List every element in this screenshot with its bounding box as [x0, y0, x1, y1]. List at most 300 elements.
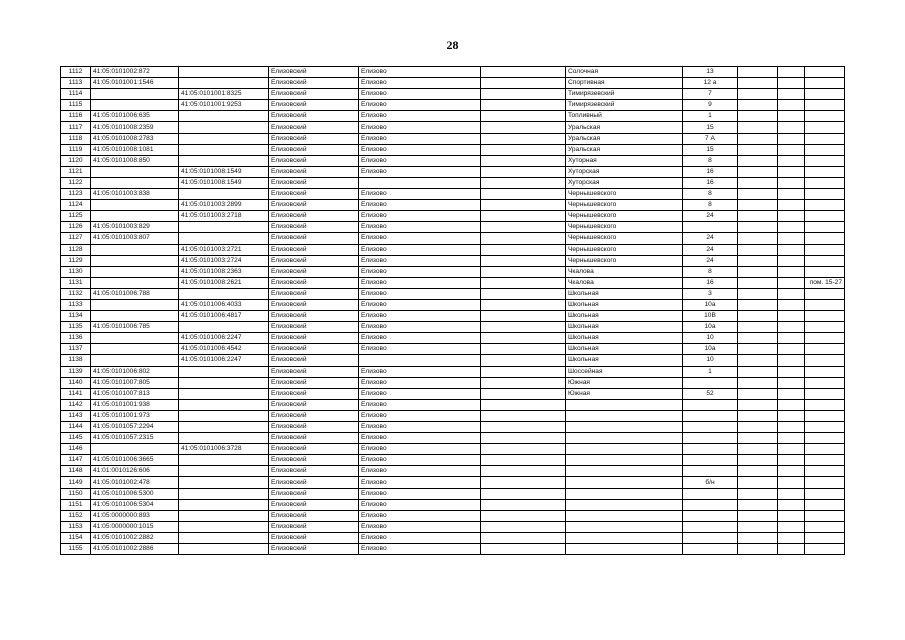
- empty-cell: [481, 200, 566, 211]
- street-cell: [566, 422, 683, 433]
- extra-cell: [738, 277, 778, 288]
- extra-cell: [738, 177, 778, 188]
- cadastral-number-building: [179, 78, 269, 89]
- extra-cell: [778, 510, 805, 521]
- table-row: [61, 311, 845, 322]
- district-cell: Елизовский: [269, 266, 359, 277]
- settlement-cell: Елизово: [359, 499, 481, 510]
- house-number-cell: 10: [683, 333, 738, 344]
- extra-cell: [738, 477, 778, 488]
- settlement-cell: Елизово: [359, 521, 481, 532]
- district-cell: Елизовский: [269, 521, 359, 532]
- district-cell: Елизовский: [269, 455, 359, 466]
- row-number: 1129: [61, 255, 91, 266]
- cadastral-number-building: 41:05:0101003:2718: [179, 211, 269, 222]
- extra-cell: [738, 510, 778, 521]
- note-cell: [805, 532, 845, 543]
- house-number-cell: [683, 410, 738, 421]
- extra-cell: [778, 277, 805, 288]
- settlement-cell: Елизово: [359, 510, 481, 521]
- empty-cell: [481, 100, 566, 111]
- table-row: [61, 532, 845, 543]
- cadastral-number-building: [179, 155, 269, 166]
- house-number-cell: 16: [683, 177, 738, 188]
- table-row: [61, 499, 845, 510]
- empty-cell: [481, 111, 566, 122]
- table-row: [61, 299, 845, 310]
- cadastral-number: [91, 299, 179, 310]
- cadastral-number: 41:05:0101008:2359: [91, 122, 179, 133]
- extra-cell: [738, 322, 778, 333]
- extra-cell: [778, 499, 805, 510]
- house-number-cell: 1: [683, 111, 738, 122]
- street-cell: Школьная: [566, 355, 683, 366]
- cadastral-number: 41:05:0101001:938: [91, 399, 179, 410]
- empty-cell: [481, 544, 566, 555]
- district-cell: Елизовский: [269, 344, 359, 355]
- empty-cell: [481, 355, 566, 366]
- extra-cell: [778, 466, 805, 477]
- house-number-cell: 52: [683, 388, 738, 399]
- extra-cell: [778, 155, 805, 166]
- settlement-cell: Елизово: [359, 155, 481, 166]
- settlement-cell: Елизово: [359, 133, 481, 144]
- row-number: 1121: [61, 166, 91, 177]
- registry-table-body: [61, 67, 845, 555]
- note-cell: [805, 322, 845, 333]
- cadastral-number-building: [179, 433, 269, 444]
- street-cell: Топливный: [566, 111, 683, 122]
- district-cell: Елизовский: [269, 189, 359, 200]
- district-cell: Елизовский: [269, 111, 359, 122]
- empty-cell: [481, 477, 566, 488]
- extra-cell: [738, 333, 778, 344]
- cadastral-number-building: [179, 388, 269, 399]
- settlement-cell: Елизово: [359, 388, 481, 399]
- district-cell: Елизовский: [269, 144, 359, 155]
- cadastral-number-building: 41:05:0101008:1549: [179, 166, 269, 177]
- settlement-cell: Елизово: [359, 200, 481, 211]
- district-cell: Елизовский: [269, 488, 359, 499]
- table-row: [61, 266, 845, 277]
- street-cell: Тимирязевский: [566, 89, 683, 100]
- table-row: [61, 399, 845, 410]
- street-cell: Уральская: [566, 144, 683, 155]
- extra-cell: [778, 189, 805, 200]
- empty-cell: [481, 189, 566, 200]
- table-row: [61, 377, 845, 388]
- street-cell: [566, 477, 683, 488]
- settlement-cell: Елизово: [359, 532, 481, 543]
- house-number-cell: [683, 488, 738, 499]
- settlement-cell: Елизово: [359, 211, 481, 222]
- cadastral-number: 41:05:0101002:2882: [91, 532, 179, 543]
- extra-cell: [778, 333, 805, 344]
- empty-cell: [481, 288, 566, 299]
- street-cell: [566, 433, 683, 444]
- row-number: 1154: [61, 532, 91, 543]
- extra-cell: [738, 355, 778, 366]
- row-number: 1119: [61, 144, 91, 155]
- district-cell: Елизовский: [269, 388, 359, 399]
- street-cell: Хуторная: [566, 155, 683, 166]
- table-row: [61, 521, 845, 532]
- extra-cell: [738, 222, 778, 233]
- note-cell: [805, 377, 845, 388]
- street-cell: Уральская: [566, 133, 683, 144]
- house-number-cell: [683, 544, 738, 555]
- street-cell: Хуторская: [566, 177, 683, 188]
- empty-cell: [481, 299, 566, 310]
- district-cell: Елизовский: [269, 477, 359, 488]
- empty-cell: [481, 122, 566, 133]
- settlement-cell: Елизово: [359, 255, 481, 266]
- extra-cell: [778, 322, 805, 333]
- empty-cell: [481, 144, 566, 155]
- note-cell: [805, 410, 845, 421]
- house-number-cell: [683, 510, 738, 521]
- note-cell: [805, 200, 845, 211]
- empty-cell: [481, 155, 566, 166]
- street-cell: [566, 444, 683, 455]
- cadastral-number-building: [179, 488, 269, 499]
- note-cell: [805, 288, 845, 299]
- extra-cell: [738, 388, 778, 399]
- cadastral-number: 41:05:0101006:3665: [91, 455, 179, 466]
- cadastral-number: 41:05:0101008:850: [91, 155, 179, 166]
- district-cell: Елизовский: [269, 544, 359, 555]
- row-number: 1115: [61, 100, 91, 111]
- extra-cell: [778, 200, 805, 211]
- extra-cell: [738, 244, 778, 255]
- table-row: [61, 133, 845, 144]
- cadastral-number-building: 41:05:0101003:2721: [179, 244, 269, 255]
- extra-cell: [738, 311, 778, 322]
- empty-cell: [481, 133, 566, 144]
- table-row: [61, 177, 845, 188]
- row-number: 1149: [61, 477, 91, 488]
- settlement-cell: Елизово: [359, 233, 481, 244]
- settlement-cell: Елизово: [359, 410, 481, 421]
- cadastral-number: 41:05:0101006:788: [91, 288, 179, 299]
- row-number: 1132: [61, 288, 91, 299]
- cadastral-number: 41:05:0101001:973: [91, 410, 179, 421]
- empty-cell: [481, 233, 566, 244]
- settlement-cell: Елизово: [359, 311, 481, 322]
- house-number-cell: [683, 377, 738, 388]
- house-number-cell: 1: [683, 366, 738, 377]
- district-cell: Елизовский: [269, 277, 359, 288]
- extra-cell: [738, 455, 778, 466]
- extra-cell: [778, 266, 805, 277]
- extra-cell: [738, 422, 778, 433]
- cadastral-number-building: [179, 233, 269, 244]
- row-number: 1114: [61, 89, 91, 100]
- extra-cell: [738, 67, 778, 78]
- extra-cell: [778, 377, 805, 388]
- extra-cell: [738, 200, 778, 211]
- cadastral-number-building: 41:05:0101006:3728: [179, 444, 269, 455]
- note-cell: [805, 455, 845, 466]
- settlement-cell: Елизово: [359, 100, 481, 111]
- empty-cell: [481, 521, 566, 532]
- empty-cell: [481, 78, 566, 89]
- house-number-cell: б/н: [683, 477, 738, 488]
- district-cell: Елизовский: [269, 133, 359, 144]
- table-row: [61, 211, 845, 222]
- extra-cell: [738, 366, 778, 377]
- extra-cell: [738, 499, 778, 510]
- district-cell: Елизовский: [269, 288, 359, 299]
- street-cell: Школьная: [566, 299, 683, 310]
- table-row: [61, 89, 845, 100]
- cadastral-number: [91, 166, 179, 177]
- cadastral-number: 41:05:0101003:829: [91, 222, 179, 233]
- settlement-cell: Елизово: [359, 189, 481, 200]
- house-number-cell: 24: [683, 211, 738, 222]
- cadastral-number: [91, 311, 179, 322]
- settlement-cell: Елизово: [359, 288, 481, 299]
- extra-cell: [738, 100, 778, 111]
- cadastral-number-building: 41:05:0101008:1549: [179, 177, 269, 188]
- cadastral-number-building: 41:05:0101006:4542: [179, 344, 269, 355]
- street-cell: Чернышевского: [566, 233, 683, 244]
- extra-cell: [778, 444, 805, 455]
- extra-cell: [778, 366, 805, 377]
- settlement-cell: Елизово: [359, 322, 481, 333]
- extra-cell: [778, 355, 805, 366]
- note-cell: [805, 244, 845, 255]
- cadastral-number-building: [179, 499, 269, 510]
- table-row: [61, 455, 845, 466]
- extra-cell: [778, 299, 805, 310]
- cadastral-number-building: [179, 322, 269, 333]
- settlement-cell: Елизово: [359, 277, 481, 288]
- settlement-cell: Елизово: [359, 299, 481, 310]
- extra-cell: [778, 177, 805, 188]
- cadastral-number-building: [179, 366, 269, 377]
- empty-cell: [481, 222, 566, 233]
- table-row: [61, 322, 845, 333]
- extra-cell: [778, 144, 805, 155]
- note-cell: [805, 233, 845, 244]
- district-cell: Елизовский: [269, 510, 359, 521]
- settlement-cell: Елизово: [359, 444, 481, 455]
- note-cell: [805, 488, 845, 499]
- district-cell: Елизовский: [269, 166, 359, 177]
- house-number-cell: [683, 521, 738, 532]
- extra-cell: [778, 233, 805, 244]
- empty-cell: [481, 67, 566, 78]
- row-number: 1148: [61, 466, 91, 477]
- street-cell: Тимирязевский: [566, 100, 683, 111]
- settlement-cell: Елизово: [359, 433, 481, 444]
- table-row: [61, 477, 845, 488]
- empty-cell: [481, 322, 566, 333]
- cadastral-number-building: [179, 288, 269, 299]
- registry-table: [60, 66, 845, 555]
- table-row: [61, 510, 845, 521]
- house-number-cell: [683, 399, 738, 410]
- table-row: [61, 189, 845, 200]
- table-row: [61, 410, 845, 421]
- house-number-cell: [683, 466, 738, 477]
- row-number: 1137: [61, 344, 91, 355]
- settlement-cell: Елизово: [359, 488, 481, 499]
- extra-cell: [778, 433, 805, 444]
- extra-cell: [738, 155, 778, 166]
- empty-cell: [481, 510, 566, 521]
- cadastral-number: 41:05:0101002:478: [91, 477, 179, 488]
- cadastral-number-building: [179, 422, 269, 433]
- note-cell: [805, 133, 845, 144]
- extra-cell: [778, 78, 805, 89]
- note-cell: [805, 166, 845, 177]
- house-number-cell: 10а: [683, 344, 738, 355]
- house-number-cell: 16: [683, 166, 738, 177]
- extra-cell: [778, 67, 805, 78]
- house-number-cell: 24: [683, 244, 738, 255]
- empty-cell: [481, 344, 566, 355]
- extra-cell: [738, 266, 778, 277]
- empty-cell: [481, 455, 566, 466]
- district-cell: Елизовский: [269, 222, 359, 233]
- street-cell: Школьная: [566, 288, 683, 299]
- cadastral-number-building: [179, 189, 269, 200]
- extra-cell: [778, 255, 805, 266]
- cadastral-number: 41:05:0101006:635: [91, 111, 179, 122]
- extra-cell: [738, 189, 778, 200]
- settlement-cell: Елизово: [359, 67, 481, 78]
- table-row: [61, 288, 845, 299]
- house-number-cell: 15: [683, 122, 738, 133]
- table-row: [61, 388, 845, 399]
- row-number: 1125: [61, 211, 91, 222]
- empty-cell: [481, 166, 566, 177]
- house-number-cell: [683, 222, 738, 233]
- cadastral-number-building: [179, 466, 269, 477]
- house-number-cell: 24: [683, 255, 738, 266]
- note-cell: [805, 466, 845, 477]
- district-cell: Елизовский: [269, 355, 359, 366]
- district-cell: Елизовский: [269, 200, 359, 211]
- empty-cell: [481, 211, 566, 222]
- note-cell: [805, 255, 845, 266]
- extra-cell: [778, 544, 805, 555]
- row-number: 1133: [61, 299, 91, 310]
- row-number: 1134: [61, 311, 91, 322]
- note-cell: [805, 111, 845, 122]
- district-cell: Елизовский: [269, 211, 359, 222]
- street-cell: Южная: [566, 388, 683, 399]
- street-cell: [566, 499, 683, 510]
- cadastral-number: [91, 266, 179, 277]
- note-cell: [805, 299, 845, 310]
- district-cell: Елизовский: [269, 366, 359, 377]
- table-row: [61, 155, 845, 166]
- note-cell: [805, 177, 845, 188]
- note-cell: [805, 444, 845, 455]
- row-number: 1117: [61, 122, 91, 133]
- house-number-cell: 10а: [683, 322, 738, 333]
- extra-cell: [738, 466, 778, 477]
- street-cell: Школьная: [566, 322, 683, 333]
- district-cell: Елизовский: [269, 532, 359, 543]
- row-number: 1130: [61, 266, 91, 277]
- settlement-cell: Елизово: [359, 377, 481, 388]
- table-row: [61, 488, 845, 499]
- cadastral-number-building: [179, 532, 269, 543]
- cadastral-number: 41:05:0101003:807: [91, 233, 179, 244]
- empty-cell: [481, 532, 566, 543]
- house-number-cell: 9: [683, 100, 738, 111]
- district-cell: Елизовский: [269, 122, 359, 133]
- cadastral-number-building: [179, 410, 269, 421]
- district-cell: Елизовский: [269, 67, 359, 78]
- extra-cell: [738, 377, 778, 388]
- table-row: [61, 255, 845, 266]
- note-cell: [805, 189, 845, 200]
- cadastral-number: 41:05:0000000:1015: [91, 521, 179, 532]
- extra-cell: [738, 288, 778, 299]
- row-number: 1151: [61, 499, 91, 510]
- extra-cell: [778, 455, 805, 466]
- note-cell: [805, 388, 845, 399]
- note-cell: [805, 67, 845, 78]
- cadastral-number: 41:05:0101002:2886: [91, 544, 179, 555]
- district-cell: Елизовский: [269, 422, 359, 433]
- extra-cell: [778, 477, 805, 488]
- page-number: 28: [446, 38, 459, 52]
- table-row: [61, 78, 845, 89]
- settlement-cell: Елизово: [359, 333, 481, 344]
- empty-cell: [481, 399, 566, 410]
- note-cell: [805, 544, 845, 555]
- note-cell: [805, 89, 845, 100]
- note-cell: [805, 311, 845, 322]
- cadastral-number-building: 41:05:0101003:2899: [179, 200, 269, 211]
- cadastral-number-building: [179, 377, 269, 388]
- street-cell: [566, 399, 683, 410]
- street-cell: Шоссейная: [566, 366, 683, 377]
- note-cell: [805, 433, 845, 444]
- district-cell: Елизовский: [269, 100, 359, 111]
- extra-cell: [738, 488, 778, 499]
- cadastral-number-building: [179, 67, 269, 78]
- note-cell: [805, 266, 845, 277]
- cadastral-number-building: [179, 122, 269, 133]
- note-cell: [805, 521, 845, 532]
- cadastral-number: [91, 100, 179, 111]
- settlement-cell: Елизово: [359, 366, 481, 377]
- cadastral-number-building: 41:05:0101006:4033: [179, 299, 269, 310]
- street-cell: Школьная: [566, 344, 683, 355]
- cadastral-number: 41:05:0101007:813: [91, 388, 179, 399]
- cadastral-number-building: 41:05:0101008:2621: [179, 277, 269, 288]
- settlement-cell: Елизово: [359, 122, 481, 133]
- house-number-cell: [683, 455, 738, 466]
- street-cell: [566, 410, 683, 421]
- row-number: 1139: [61, 366, 91, 377]
- street-cell: Чернышевского: [566, 255, 683, 266]
- table-row: [61, 444, 845, 455]
- cadastral-number: [91, 344, 179, 355]
- row-number: 1141: [61, 388, 91, 399]
- cadastral-number: 41:05:0000000:893: [91, 510, 179, 521]
- street-cell: Хуторская: [566, 166, 683, 177]
- extra-cell: [738, 410, 778, 421]
- table-row: [61, 122, 845, 133]
